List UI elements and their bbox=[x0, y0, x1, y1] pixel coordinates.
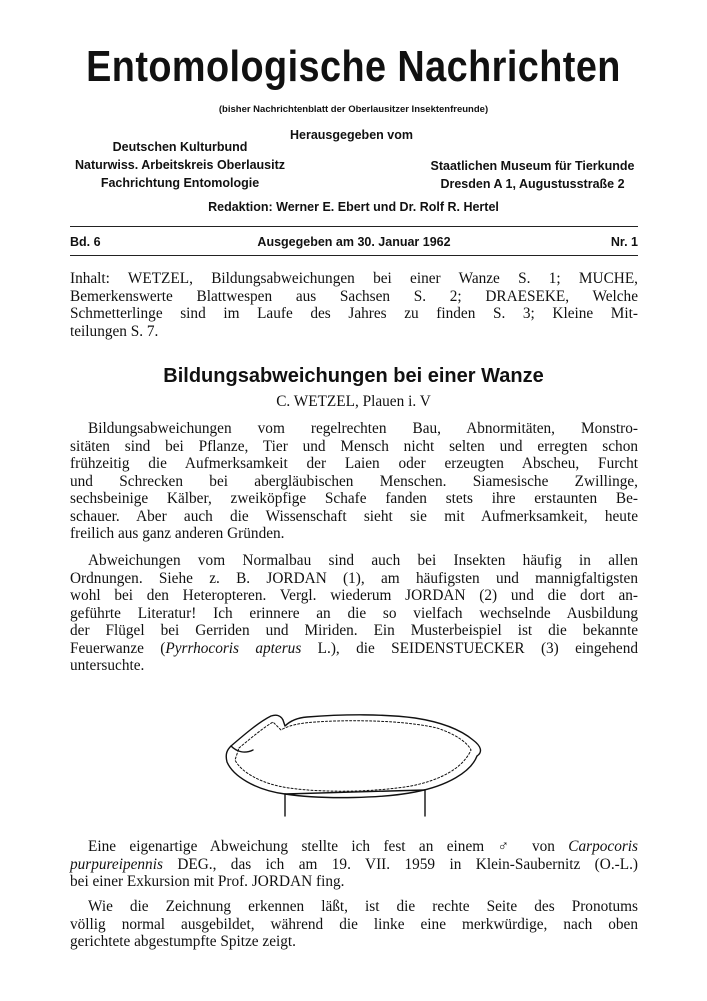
paragraph-line: freilich aus ganz anderen Gründen. bbox=[70, 525, 285, 542]
line-text: L.), die SEIDENSTUECKER (3) eingehend bbox=[301, 639, 639, 657]
publisher-left-line-2: Naturwiss. Arbeitskreis Oberlausitz bbox=[74, 158, 286, 172]
paragraph-line: sitäten sind bei Pflanze, Tier und Mensch nicht selten und erregten schon bbox=[70, 437, 638, 455]
species-name: Pyrrhocoris apterus bbox=[165, 639, 302, 657]
issue-number: Nr. 1 bbox=[610, 235, 638, 249]
pronotum-inner-line bbox=[235, 721, 471, 791]
paragraph-line bbox=[70, 856, 638, 874]
paragraph-line: völlig normal ausgebildet, während die linke eine merkwürdige, nach oben bbox=[70, 915, 638, 933]
article-paragraph-2 bbox=[70, 552, 638, 675]
contents-line: teilungen S. 7. bbox=[70, 322, 159, 340]
article-paragraph-4 bbox=[70, 898, 638, 951]
header-rule-bottom bbox=[70, 255, 638, 256]
article-title: Bildungsabweichungen bei einer Wanze bbox=[163, 365, 544, 387]
paragraph-line: Bildungsabweichungen vom regelrechten Bau, Abnormitäten, Monstro- bbox=[88, 420, 638, 437]
pronotum-drawing bbox=[215, 712, 495, 820]
paragraph-line: der Flügel bei Gerriden und Miriden. Ein Musterbeispiel ist die bekannte bbox=[70, 622, 638, 639]
line-text: DEG., das ich am 19. VII. 1959 in Klein-Saubernitz (O.-L.) bbox=[162, 855, 638, 873]
species-name: purpureipennis bbox=[70, 855, 163, 873]
paragraph-line: gerichtete abgestumpfte Spitze zeigt. bbox=[70, 933, 296, 950]
journal-subtitle: (bisher Nachrichtenblatt der Oberlausitzer Insektenfreunde) bbox=[218, 104, 489, 115]
article-paragraph-1 bbox=[70, 420, 638, 543]
volume-label: Bd. 6 bbox=[70, 235, 101, 249]
paragraph-line: geführte Literatur! Ich erinnere an die so vielfach wechselnde Ausbildung bbox=[70, 604, 638, 622]
contents-line: Inhalt: WETZEL, Bildungsabweichungen bei einer Wanze S. 1; MUCHE, bbox=[70, 270, 638, 287]
paragraph-line bbox=[70, 838, 638, 856]
contents-line: Schmetterlinge sind im Laufe des Jahres zu finden S. 3; Kleine Mit- bbox=[70, 305, 638, 322]
published-by-label: Herausgegeben vom bbox=[290, 128, 413, 142]
paragraph-line: Abweichungen vom Normalbau sind auch bei Insekten häufig in allen bbox=[88, 552, 638, 569]
paragraph-line: Wie die Zeichnung erkennen läßt, ist die rechte Seite des Pronotums bbox=[88, 898, 638, 915]
paragraph-line bbox=[70, 640, 638, 658]
publisher-left-line-1: Deutschen Kulturbund bbox=[112, 140, 248, 154]
species-name: Carpocoris bbox=[568, 838, 638, 855]
line-text: Eine eigenartige Abweichung stellte ich fest an einem ♂ von bbox=[88, 838, 569, 855]
paragraph-line: bei einer Exkursion mit Prof. JORDAN fing. bbox=[70, 873, 345, 890]
publisher-right-line-1: Staatlichen Museum für Tierkunde bbox=[430, 159, 635, 173]
line-text: Feuerwanze ( bbox=[70, 639, 166, 657]
publisher-right-line-2: Dresden A 1, Augustusstraße 2 bbox=[440, 177, 625, 191]
journal-title: Entomologische Nachrichten bbox=[86, 42, 621, 91]
paragraph-line: sechsbeinige Kälber, zweiköpfige Schafe fanden stets ihre erstaunten Be- bbox=[70, 490, 638, 507]
publisher-left-line-3: Fachrichtung Entomologie bbox=[100, 176, 260, 190]
editors-line: Redaktion: Werner E. Ebert und Dr. Rolf R. Hertel bbox=[208, 200, 499, 214]
header-rule-top bbox=[70, 226, 638, 227]
issue-date: Ausgegeben am 30. Januar 1962 bbox=[257, 235, 451, 249]
paragraph-line: frühzeitig die Aufmerksamkeit der Laien oder erzeugten Abscheu, Furcht bbox=[70, 455, 638, 472]
article-paragraph-3 bbox=[70, 838, 638, 891]
paragraph-line: wohl bei den Heteropteren. Vergl. wiederum JORDAN (2) und die dort an- bbox=[70, 587, 638, 604]
paragraph-line: und Schrecken bei abergläubischen Menschen. Siamesische Zwillinge, bbox=[70, 472, 638, 490]
pronotum-notch bbox=[231, 746, 253, 752]
article-author: C. WETZEL, Plauen i. V bbox=[276, 393, 431, 410]
contents-paragraph bbox=[70, 270, 638, 340]
paragraph-line: schauer. Aber auch die Wissenschaft sieht sie mit Aufmerksamkeit, heute bbox=[70, 507, 638, 525]
paragraph-line: Ordnungen. Siehe z. B. JORDAN (1), am häufigsten und mannigfaltigsten bbox=[70, 569, 638, 587]
contents-line: Bemerkenswerte Blattwespen aus Sachsen S. 2; DRAESEKE, Welche bbox=[70, 287, 638, 305]
paragraph-line: untersuchte. bbox=[70, 657, 145, 674]
